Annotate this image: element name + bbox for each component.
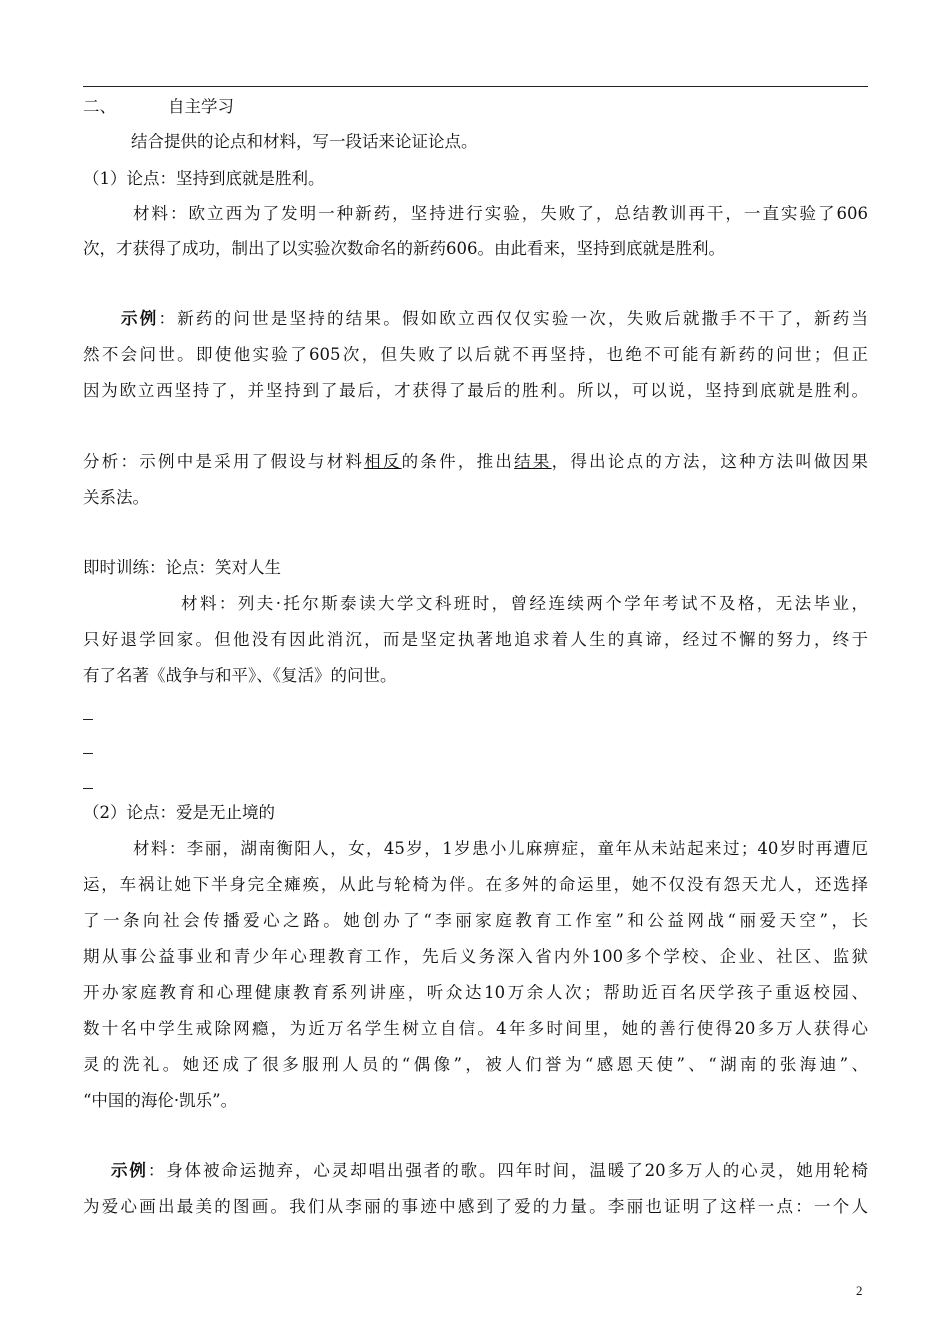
item1-thesis: （1）论点：坚持到底就是胜利。 (83, 169, 325, 188)
example-text: ：新药的问世是坚持的结果。假如欧立西仅仅实验一次，失败后就撒手不干了，新药当 (158, 309, 868, 328)
item1-material-line2: 次，才获得了成功，制出了以实验次数命名的新药606。由此看来，坚持到底就是胜利。 (83, 239, 725, 258)
item2-material-line4: 期从事公益事业和青少年心理教育工作，先后义务深入省内外100多个学校、企业、社区、监狱 (83, 947, 868, 966)
answer-blank[interactable] (83, 788, 93, 789)
section-number: 二、 (83, 97, 116, 116)
instruction: 结合提供的论点和材料，写一段话来论证论点。 (131, 132, 478, 151)
answer-blank[interactable] (83, 719, 93, 720)
section-heading (83, 96, 868, 118)
item2-material-line6: 数十名中学生戒除网瘾，为近万名学生树立自信。4年多时间里，她的善行使得20多万人获得心 (83, 1019, 868, 1038)
item2-example-line1 (111, 1160, 868, 1182)
item1-material-line1: 材料：欧立西为了发明一种新药，坚持进行实验，失败了，总结教训再干，一直实验了606 (133, 204, 868, 223)
item1-analysis-line2: 关系法。 (83, 488, 149, 507)
analysis-part-a: 分析：示例中是采用了假设与材料 (83, 452, 365, 471)
header-rule (83, 86, 868, 87)
item1-example-line2: 然不会问世。即使他实验了605次，但失败了以后就不再坚持，也绝不可能有新药的问世；但正 (83, 345, 868, 364)
answer-blank[interactable] (83, 753, 93, 754)
page-number: 2 (856, 1283, 863, 1298)
item2-material-line3: 了一条向社会传播爱心之路。她创办了“李丽家庭教育工作室”和公益网战“丽爱天空”，长 (83, 911, 868, 930)
practice-material-line2: 只好退学回家。但他没有因此消沉，而是坚定执著地追求着人生的真谛，经过不懈的努力，终于 (83, 630, 868, 649)
item2-material-line5: 开办家庭教育和心理健康教育系列讲座，听众达10万余人次；帮助近百名厌学孩子重返校园、 (83, 983, 868, 1002)
item1-example-line3: 因为欧立西坚持了，并坚持到了最后，才获得了最后的胜利。所以，可以说，坚持到底就是胜利。 (83, 381, 868, 400)
item2-material-line1: 材料：李丽，湖南衡阳人，女，45岁，1岁患小儿麻痹症，童年从未站起来过；40岁时再遭厄 (133, 839, 868, 858)
item2-thesis: （2）论点：爱是无止境的 (83, 803, 275, 822)
practice-heading: 即时训练：论点：笑对人生 (83, 558, 281, 577)
item1-analysis-line1 (83, 451, 868, 473)
analysis-part-b: 的条件，推出 (401, 452, 515, 471)
item2-material-line7: 灵的洗礼。她还成了很多服刑人员的“偶像”，被人们誉为“感恩天使”、“湖南的张海迪”、 (83, 1055, 868, 1074)
practice-material-line1: 材料：列夫·托尔斯泰读大学文科班时，曾经连续两个学年考试不及格，无法毕业， (181, 594, 868, 613)
analysis-underline-1: 相反 (364, 452, 402, 471)
example-text: ：身体被命运抛弃，心灵却唱出强者的歌。四年时间，温暖了20多万人的心灵，她用轮椅 (147, 1161, 868, 1180)
item2-example-line2: 为爱心画出最美的图画。我们从李丽的事迹中感到了爱的力量。李丽也证明了这样一点：一个人 (83, 1197, 868, 1216)
analysis-underline-2: 结果 (514, 452, 552, 471)
example-label: 示例 (121, 309, 159, 328)
item2-material-line8: “中国的海伦·凯乐”。 (83, 1091, 238, 1110)
item1-example-line1 (121, 308, 868, 330)
practice-material-line3: 有了名著《战争与和平》、《复活》的问世。 (83, 666, 397, 685)
example-label: 示例 (111, 1161, 148, 1180)
section-title: 自主学习 (168, 97, 234, 116)
item2-material-line2: 运，车祸让她下半身完全瘫痪，从此与轮椅为伴。在多舛的命运里，她不仅没有怨天尤人，还选择 (83, 875, 868, 894)
analysis-part-c: ，得出论点的方法，这种方法叫做因果 (551, 452, 868, 471)
